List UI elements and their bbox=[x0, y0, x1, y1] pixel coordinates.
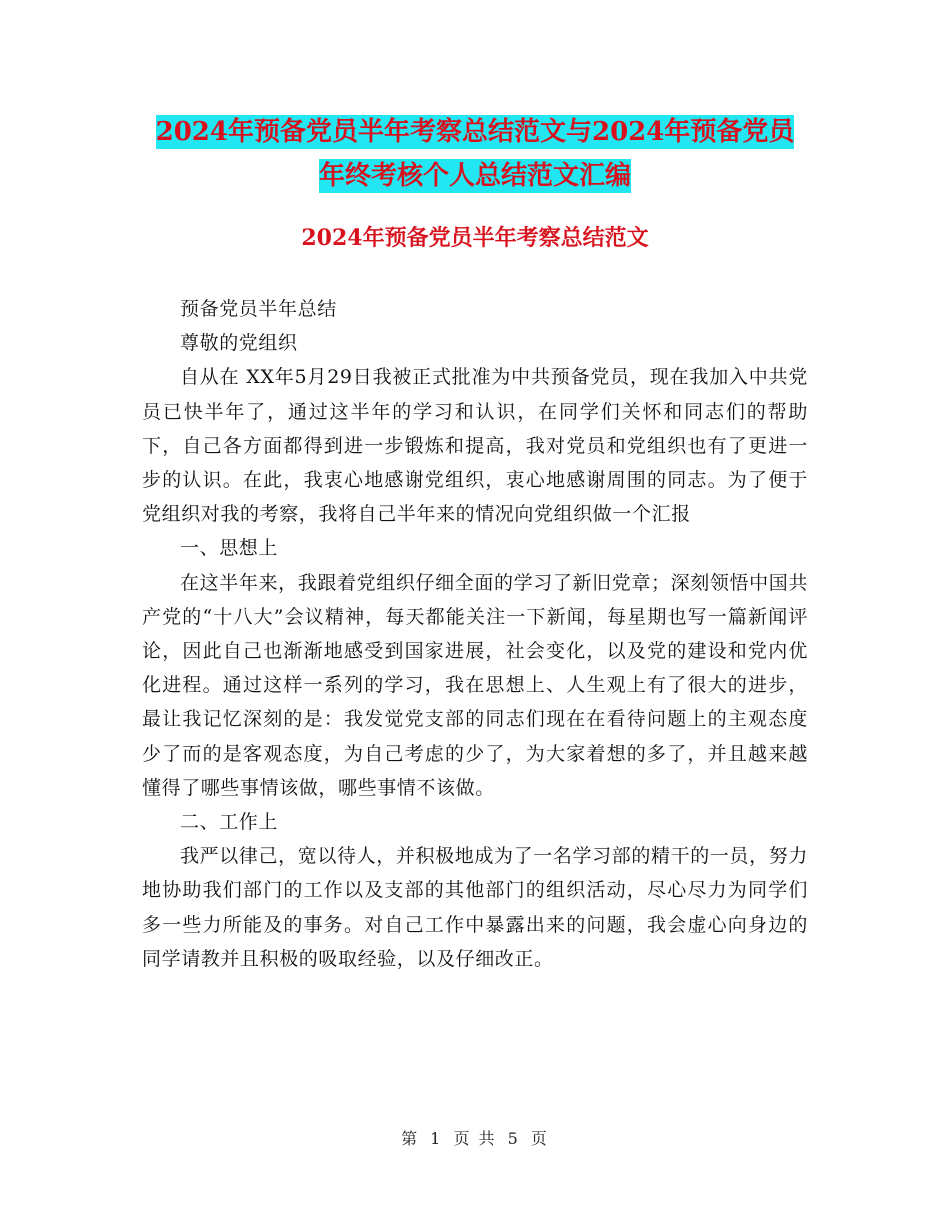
section-heading: 一、思想上 bbox=[180, 537, 279, 560]
page-total: 5 bbox=[507, 1129, 520, 1148]
footer-prefix: 第 bbox=[401, 1129, 420, 1148]
footer-middle: 页 共 bbox=[453, 1129, 497, 1148]
document-title bbox=[140, 110, 810, 198]
section-heading: 二、工作上 bbox=[180, 811, 279, 834]
paragraph: 在这半年来，我跟着党组织仔细全面的学习了新旧党章；深刻领悟中国共产党的“十八大”会议精神，每天都能关注一下新闻，每星期也写一篇新闻评论，因此自己也渐渐地感受到国家进展，社会变化，以及党的建设和党内优化进程。通过这样一系列的学习，我在思想上、人生观上有了很大的进步，最让我记忆深刻的是：我发觉党支部的同志们现在在看待问题上的主观态度少了而的是客观态度，为自己考虑的少了，为大家着想的多了，并且越来越懂得了哪些事情该做，哪些事情不该做。 bbox=[142, 571, 808, 799]
paragraph: 尊敬的党组织 bbox=[180, 332, 298, 355]
page-footer bbox=[0, 1126, 950, 1149]
document-body bbox=[142, 292, 808, 976]
paragraph: 预备党员半年总结 bbox=[180, 298, 337, 320]
paragraph: 我严以律己，宽以待人，并积极地成为了一名学习部的精干的一员，努力地协助我们部门的工作以及支部的其他部门的组织活动，尽心尽力为同学们多一些力所能及的事务。对自己工作中暴露出来的问题，我会虚心向身边的同学请教并且积极的吸取经验，以及仔细改正。 bbox=[142, 845, 808, 970]
title-line-1: 2024年预备党员半年考察总结范文与2024年预备党员 bbox=[155, 117, 795, 147]
footer-suffix: 页 bbox=[530, 1129, 549, 1148]
title-line-2: 年终考核个人总结范文汇编 bbox=[318, 161, 631, 191]
section-title: 2024年预备党员半年考察总结范文 bbox=[301, 225, 649, 251]
paragraph: 自从在 XX年5月29日我被正式批准为中共预备党员，现在我加入中共党员已快半年了，通过这半年的学习和认识，在同学们关怀和同志们的帮助下，自己各方面都得到进一步锻炼和提高，我对党员和党组织也有了更进一步的认识。在此，我衷心地感谢党组织，衷心地感谢周围的同志。为了便于党组织对我的考察，我将自己半年来的情况向党组织做一个汇报 bbox=[142, 366, 808, 526]
page-number: 1 bbox=[430, 1129, 443, 1148]
